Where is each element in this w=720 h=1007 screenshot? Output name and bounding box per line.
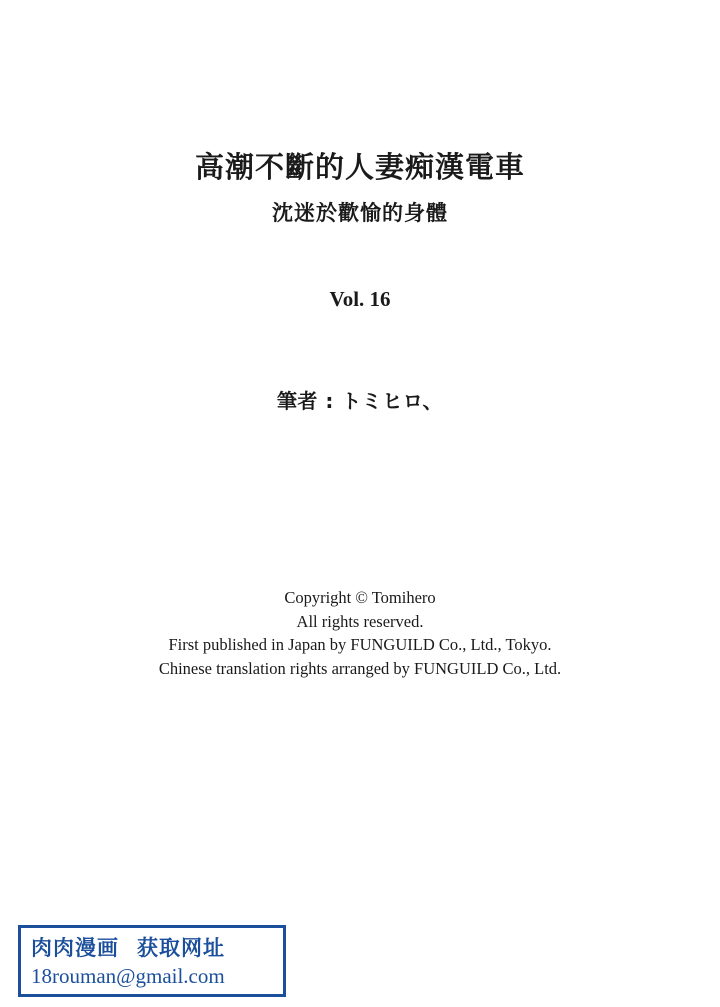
volume-label: Vol. 16	[329, 287, 391, 311]
watermark-email: 18rouman@gmail.com	[31, 964, 225, 988]
watermark-box	[18, 925, 286, 997]
copyright-line: Chinese translation rights arranged by FUNGUILD Co., Ltd.	[158, 658, 562, 678]
copyright-line: First published in Japan by FUNGUILD Co., Ltd., Tokyo.	[168, 635, 552, 654]
page-subtitle: 沈迷於歡愉的身體	[272, 200, 448, 225]
title-block	[0, 150, 720, 226]
copyright-line: All rights reserved.	[296, 611, 424, 631]
author-label: 筆者 : トミヒロ、	[276, 389, 444, 413]
watermark-action-label: 获取网址	[137, 936, 225, 960]
copyright-line: Copyright © Tomihero	[284, 588, 436, 607]
page-title: 高潮不斷的人妻痴漢電車	[194, 150, 525, 184]
copyright-block	[0, 586, 720, 680]
watermark-site-name: 肉肉漫画	[31, 936, 119, 960]
watermark-top-row	[21, 928, 283, 962]
